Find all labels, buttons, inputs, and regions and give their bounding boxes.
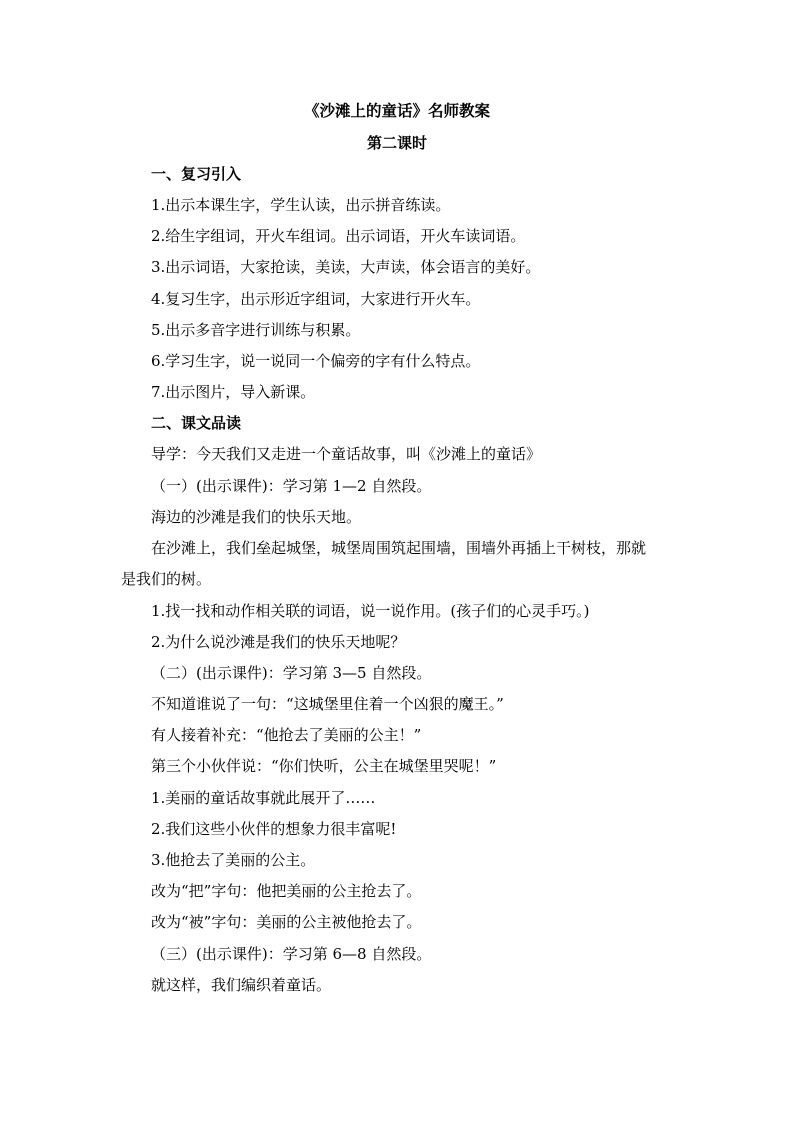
part2-ba-sentence: 改为“把”字句：他把美丽的公主抢去了。: [151, 882, 422, 900]
part1-text-2-line1: 在沙滩上，我们垒起城堡，城堡周围筑起围墙，围墙外再插上干树枝，那就: [151, 539, 647, 557]
part1-text-1: 海边的沙滩是我们的快乐天地。: [151, 508, 362, 526]
part1-text-2-line2: 是我们的树。: [121, 570, 212, 588]
review-item-2: 2.给生字组词，开火车组词。出示词语，开火车读词语。: [151, 227, 526, 245]
review-item-4: 4.复习生字，出示形近字组词，大家进行开火车。: [151, 290, 481, 308]
reading-intro: 导学：今天我们又走进一个童话故事，叫《沙滩上的童话》: [151, 445, 542, 463]
part2-question-3: 3.他抢去了美丽的公主。: [151, 851, 316, 869]
review-item-6: 6.学习生字，说一说同一个偏旁的字有什么特点。: [151, 352, 481, 370]
part2-text-1: 不知道谁说了一句：“这城堡里住着一个凶狠的魔王。”: [151, 695, 504, 713]
section-heading-reading: 二、课文品读: [151, 414, 242, 432]
part2-heading: （二）(出示课件)：学习第 3—5 自然段。: [151, 664, 432, 682]
review-item-1: 1.出示本课生字，学生认读，出示拼音练读。: [151, 196, 451, 214]
section-heading-review: 一、复习引入: [151, 165, 242, 183]
review-item-7: 7.出示图片，导入新课。: [151, 383, 316, 401]
part2-bei-sentence: 改为“被”字句：美丽的公主被他抢去了。: [151, 913, 422, 931]
review-item-5: 5.出示多音字进行训练与积累。: [151, 321, 361, 339]
part2-text-2: 有人接着补充：“他抢去了美丽的公主！”: [151, 726, 422, 744]
part3-text-1: 就这样，我们编织着童话。: [151, 976, 332, 994]
part1-question-2: 2.为什么说沙滩是我们的快乐天地呢？: [151, 633, 406, 651]
lesson-subtitle: 第二课时: [366, 134, 427, 152]
part3-heading: （三）(出示课件)：学习第 6—8 自然段。: [151, 945, 432, 963]
part2-text-3: 第三个小伙伴说：“你们快听，公主在城堡里哭呢！”: [151, 757, 497, 775]
part1-heading: （一）(出示课件)：学习第 1—2 自然段。: [151, 477, 432, 495]
document-title: 《沙滩上的童话》名师教案: [303, 101, 490, 120]
part2-question-2: 2.我们这些小伙伴的想象力很丰富呢!: [151, 820, 397, 838]
part2-question-1: 1.美丽的童话故事就此展开了……: [151, 789, 376, 807]
review-item-3: 3.出示词语，大家抢读，美读，大声读，体会语言的美好。: [151, 258, 541, 276]
part1-question-1: 1.找一找和动作相关联的词语，说一说作用。(孩子们的心灵手巧。): [151, 602, 590, 620]
